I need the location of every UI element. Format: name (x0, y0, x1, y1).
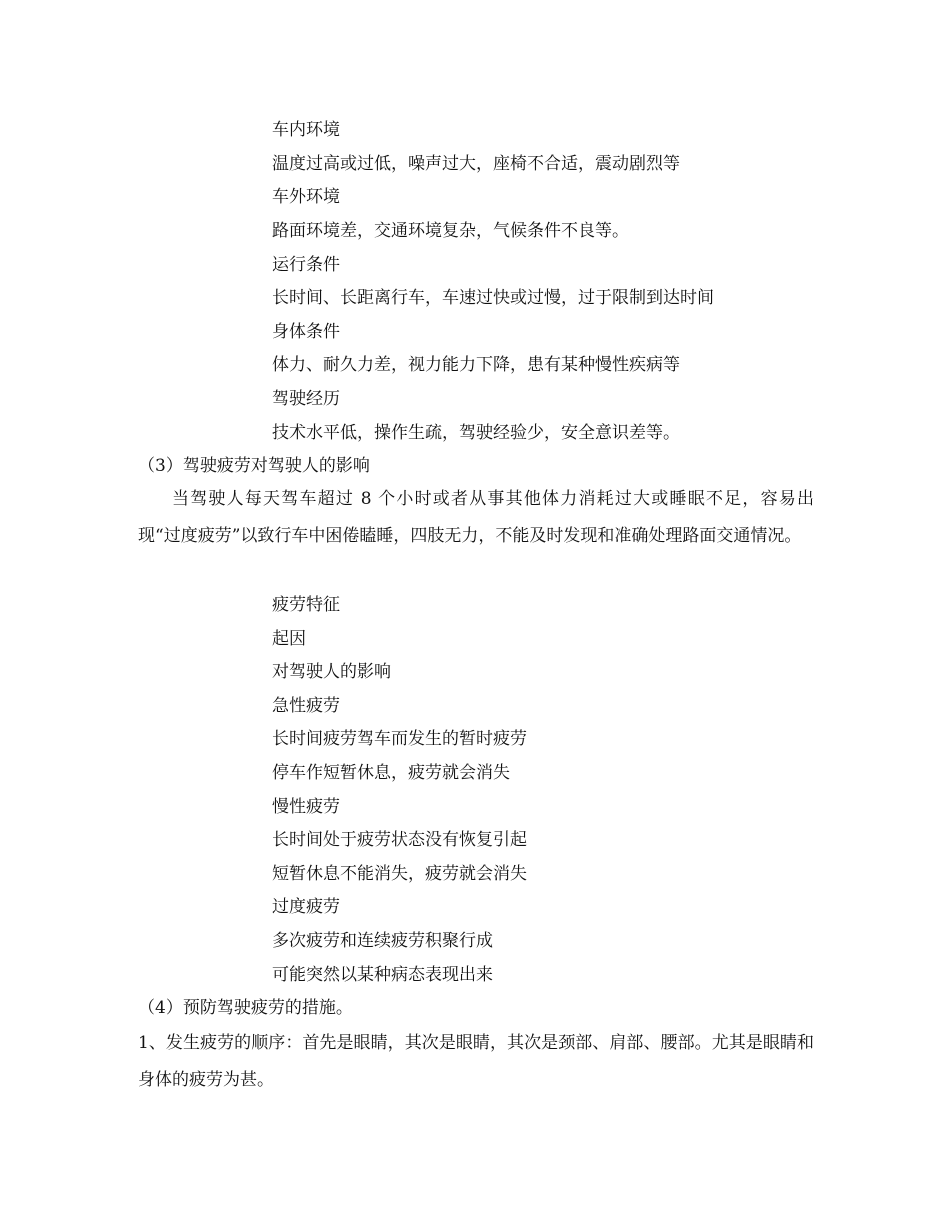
table2-row: 对驾驶人的影响 (272, 662, 391, 682)
section-heading: （3）驾驶疲劳对驾驶人的影响 (138, 456, 370, 476)
table1-row: 身体条件 (272, 322, 340, 342)
table2-row: 起因 (272, 629, 306, 649)
section-heading: （4）预防驾驶疲劳的措施。 (138, 998, 353, 1018)
table2-row: 长时间疲劳驾车而发生的暂时疲劳 (272, 729, 527, 749)
table2-row: 短暂休息不能消失，疲劳就会消失 (272, 864, 527, 884)
body-paragraph: 1、发生疲劳的顺序：首先是眼睛，其次是眼睛，其次是颈部、肩部、腰部。尤其是眼睛和身体的疲劳为甚。 (138, 1033, 814, 1090)
table1-row: 驾驶经历 (272, 389, 340, 409)
table1-row: 长时间、长距离行车，车速过快或过慢，过于限制到达时间 (272, 288, 714, 308)
table2-row: 长时间处于疲劳状态没有恢复引起 (272, 830, 527, 850)
table2-row: 可能突然以某种病态表现出来 (272, 965, 493, 985)
table1-row: 路面环境差，交通环境复杂，气候条件不良等。 (272, 221, 629, 241)
table2-row: 慢性疲劳 (272, 797, 340, 817)
table2-row: 急性疲劳 (272, 696, 340, 716)
table1-row: 运行条件 (272, 255, 340, 275)
table2-row: 多次疲劳和连续疲劳积聚行成 (272, 931, 493, 951)
table2-row: 疲劳特征 (272, 595, 340, 615)
table1-row: 车内环境 (272, 120, 340, 140)
table1-row: 体力、耐久力差，视力能力下降，患有某种慢性疾病等 (272, 355, 680, 375)
table1-row: 车外环境 (272, 187, 340, 207)
table2-row: 过度疲劳 (272, 897, 340, 917)
body-paragraph: 当驾驶人每天驾车超过 8 个小时或者从事其他体力消耗过大或睡眠不足，容易出现“过度疲劳”以致行车中困倦瞌睡，四肢无力，不能及时发现和准确处理路面交通情况。 (138, 489, 814, 546)
table1-row: 技术水平低，操作生疏，驾驶经验少，安全意识差等。 (272, 423, 680, 443)
table2-row: 停车作短暂休息，疲劳就会消失 (272, 763, 510, 783)
table1-row: 温度过高或过低，噪声过大，座椅不合适，震动剧烈等 (272, 154, 680, 174)
